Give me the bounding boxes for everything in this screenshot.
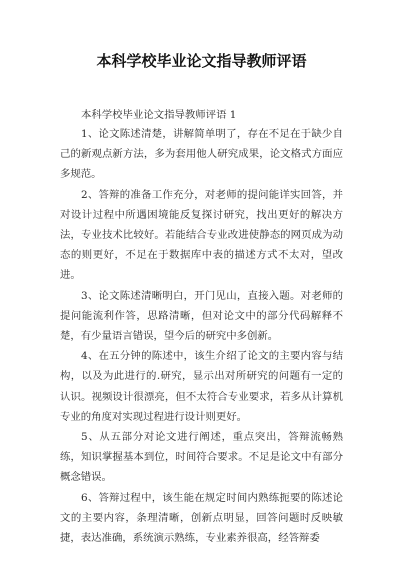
comment-paragraph-3: 3、论文陈述清晰明白，开门见山，直接入题。对老师的提问能流利作答，思路清晰，但对论文中的部分代码解释不楚，有少量语言错误，望今后的研究中多创新。 <box>60 289 343 343</box>
comment-paragraph-2: 2、答辩的准备工作充分，对老师的提问能详实回答，并对设计过程中所遇困境能反复探讨研究，找出更好的解决方法，专业技术比较好。若能结合专业改进使静态的网页成为动态的则更好，不足在于数据库中表的描述方式不太对，望改进。 <box>60 188 343 282</box>
section-heading: 本科学校毕业论文指导教师评语 1 <box>81 109 237 121</box>
comment-paragraph-4: 4、在五分钟的陈述中，该生介绍了论文的主要内容与结构，以及为此进行的.研究，显示出对所研究的问题有一定的认识。视频设计很漂亮，但不太符合专业要求，若多从计算机专业的角度对实现过程进行设计则更好。 <box>60 350 343 423</box>
comment-paragraph-6: 6、答辩过程中，该生能在规定时间内熟练扼要的陈述论文的主要内容，条理清晰，创新点明显，回答问题时反映敏捷，表达准确，系统演示熟练，专业素养很高，经答辩委 <box>60 491 343 545</box>
comment-paragraph-5: 5、从五部分对论文进行阐述，重点突出，答辩流畅熟练，知识掌握基本到位，时间符合要求。不足是论文中有部分概念错误。 <box>60 431 343 484</box>
comment-paragraph-1: 1、论文陈述清楚，讲解简单明了，存在不足在于缺少自己的新观点新方法，多为套用他人研究成果，论文格式方面应多规范。 <box>60 128 343 181</box>
document-title: 本科学校毕业论文指导教师评语 <box>96 52 307 70</box>
